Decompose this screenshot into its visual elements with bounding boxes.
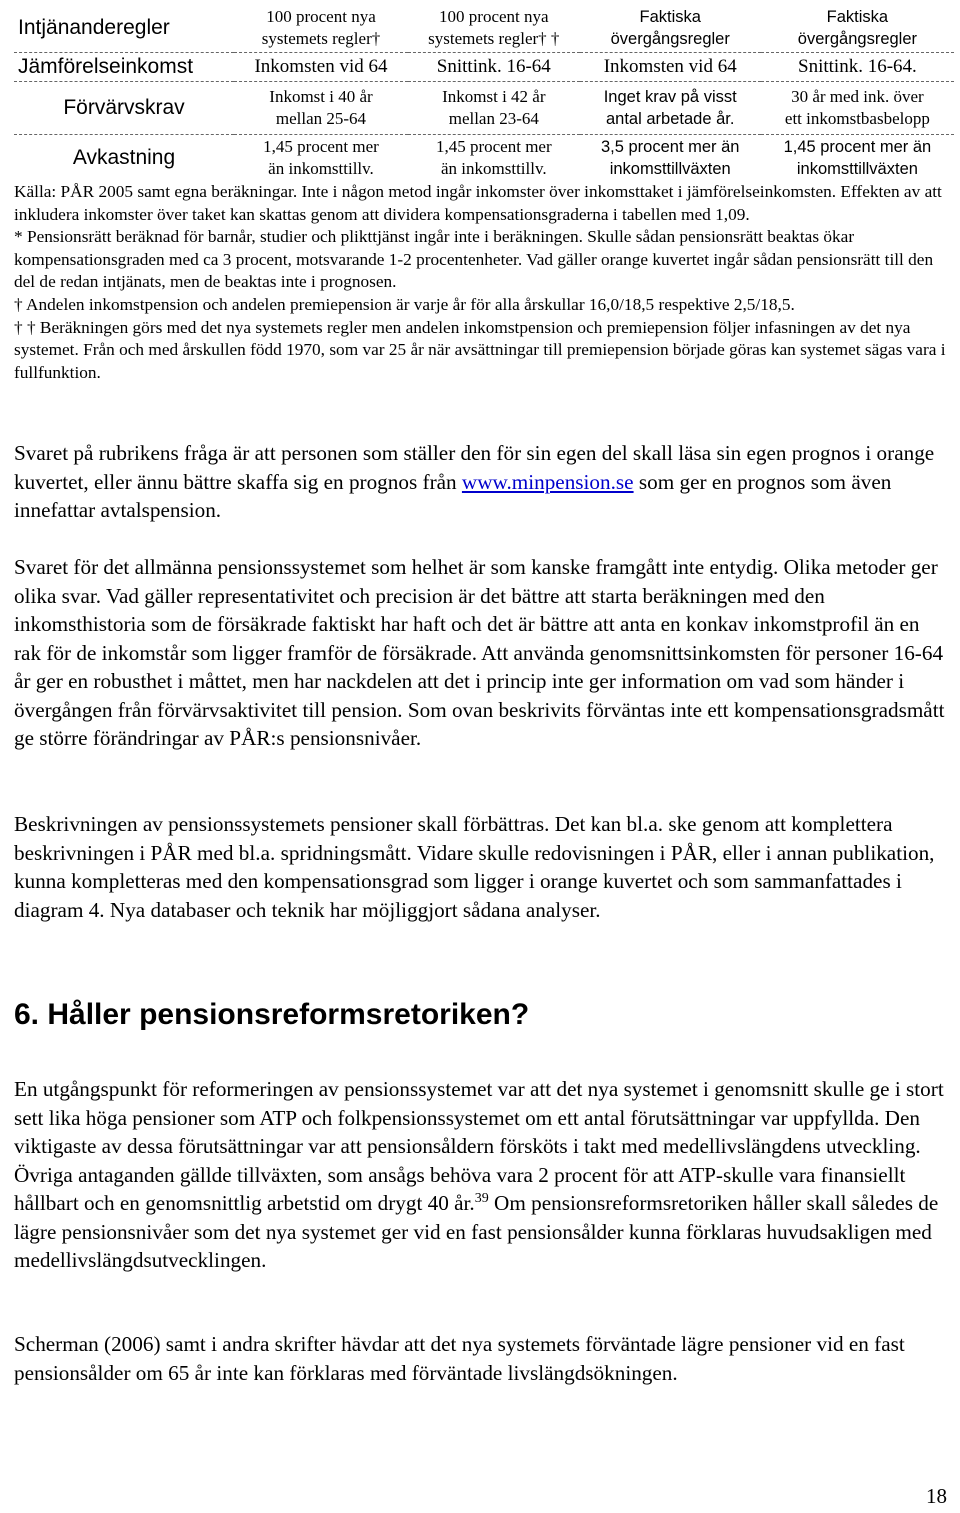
- table-cell: Snittink. 16-64: [408, 53, 580, 82]
- source-note: Källa: PÅR 2005 samt egna beräkningar. Inte i någon metod ingår inkomster över inkomsttaket i jämförelseinkomsten. Effekten av att inkludera inkomster över taket kan skattas genom att dividera kompensationsgraderna i tabellen med 1,09.: [14, 182, 942, 224]
- row-label: Avkastning: [72, 146, 176, 169]
- table-cell: 100 procent nya systemets regler† †: [408, 4, 580, 53]
- page-number: 18: [926, 1484, 947, 1508]
- table-cell: Faktiska övergångsregler: [580, 4, 761, 53]
- paragraph-scherman: Scherman (2006) samt i andra skrifter hävdar att det nya systemets förväntade lägre pensioner vid en fast pensionsålder om 65 år inte kan förklaras med förväntade livslängdsökningen.: [14, 1332, 905, 1385]
- paragraph-allmanna: Svaret för det allmänna pensionssystemet som helhet är som kanske framgått inte entydig. Olika metoder ger olika svar. Vad gäller representativitet och precision är det bättre att starta beräkningen med den inkomsthistoria som de försäkrade faktiskt har haft och det är bättre att anta en konkav inkomstprofil än en rak för de inkomstår som ligger framför de försäkrade. Att använda genomsnittsinkomsten för personer 16-64 år ger en robusthet i måttet, men har nackdelen att det i princip inte ger information om vad som händer i övergången från förvärvsaktivitet till pension. Som ovan beskrivits förväntas inte ett kompensationsgradsmått ge större förändringar av PÅR:s pensionsnivåer.: [14, 555, 945, 750]
- table-row-jamforelse: [14, 53, 954, 82]
- table-cell: Snittink. 16-64.: [761, 53, 954, 82]
- table-cell: Faktiska övergångsregler: [761, 4, 954, 53]
- table-cell: 100 procent nya systemets regler†: [234, 4, 408, 53]
- table-cell: 30 år med ink. över ett inkomstbasbelopp: [761, 82, 954, 135]
- table-row-intjanande: [14, 4, 954, 53]
- table-cell: 3,5 procent mer än inkomsttillväxten: [600, 138, 740, 178]
- footnote-ref: 39: [474, 1191, 489, 1206]
- section-heading: 6. Håller pensionsreformsretoriken?: [14, 998, 530, 1031]
- table-cell: 1,45 procent mer än inkomsttillv.: [435, 137, 552, 178]
- paragraph-prognos: Svaret på rubrikens fråga är att personen som ställer den för sin egen del skall läsa sin egen prognos i orange kuvertet, eller ännu bättre skaffa sig en prognos från www.minpension.se som ger en prognos som även innefattar avtalspension.: [14, 441, 935, 522]
- table-cell: Inkomsten vid 64: [580, 53, 761, 82]
- paragraph-beskrivningen: Beskrivningen av pensionssystemets pensioner skall förbättras. Det kan bl.a. ske genom att komplettera beskrivningen i PÅR med bl.a. spridningsmått. Vidare skulle redovisningen i PÅR, eller i annan publikation, kunna kompletteras med den kompensationsgrad som ligger i orange kuvertet och som sammanfattades i diagram 4. Nya databaser och teknik har möjliggjort sådana analyser.: [14, 812, 935, 922]
- row-label: Jämförelseinkomst: [14, 53, 234, 82]
- row-label: Förvärvskrav: [14, 82, 234, 135]
- table-row-avkastning: [14, 135, 954, 182]
- table-cell: Inkomst i 42 år mellan 23-64: [408, 82, 580, 135]
- table-cell: 1,45 procent mer än inkomsttillv.: [263, 137, 379, 178]
- comparison-table: [14, 4, 954, 181]
- table-cell: Inget krav på visst antal arbetade år.: [580, 82, 761, 135]
- paragraph-utgangspunkt: En utgångspunkt för reformeringen av pensionssystemet var att det nya systemet i genomsnitt skulle ge i stort sett lika höga pensioner som ATP och folkpensionssystemet om ett antal förutsättningar var uppfyllda. Den viktigaste av dessa förutsättningar var att pensionsåldern försköts i takt med medellivslängdens utveckling. Övriga antaganden gällde tillväxten, som ansågs behöva vara 2 procent för att ATP-skulle vara finansiellt hållbart och en genomsnittlig arbetstid om drygt 40 år.$^{39}$ Om pensionsreformsretoriken håller skall således de lägre pensionsnivåer som det nya systemet ger vid en fast pensionsålder kunna förklaras huvudsakligen med medellivslängdsutvecklingen.: [14, 1077, 944, 1272]
- table-notes: [14, 181, 954, 384]
- table-cell: Inkomsten vid 64: [234, 53, 408, 82]
- table-cell: 1,45 procent mer än inkomsttillväxten: [783, 138, 932, 178]
- minpension-link[interactable]: www.minpension.se: [461, 469, 634, 494]
- table-row-forvarvskrav: [14, 82, 954, 135]
- double-dagger-note: † † Beräkningen görs med det nya systemets regler men andelen inkomstpension och premiepension följer infasningen av det nya systemet. Från och med årskullen född 1970, som var 25 år när avsättningar till premiepension började göras kan systemet sägas vara i fullfunktion.: [14, 317, 946, 382]
- table-cell: Inkomst i 40 år mellan 25-64: [234, 82, 408, 135]
- asterisk-note: * Pensionsrätt beräknad för barnår, studier och plikttjänst ingår inte i beräkningen. Skulle sådan pensionsrätt beaktas ökar kompensationsgraden med ca 3 procent, motsvarande 1-2 procentenheter. Vad gäller orange kuvertet ingår sådan pensionsrätt till den del de redan intjänats, men de beaktas inte i prognosen.: [14, 227, 934, 292]
- dagger-note: † Andelen inkomstpension och andelen premiepension är varje år för alla årskullar 16,0/18,5 respektive 2,5/18,5.: [14, 294, 795, 314]
- row-label: Intjänanderegler: [14, 4, 234, 53]
